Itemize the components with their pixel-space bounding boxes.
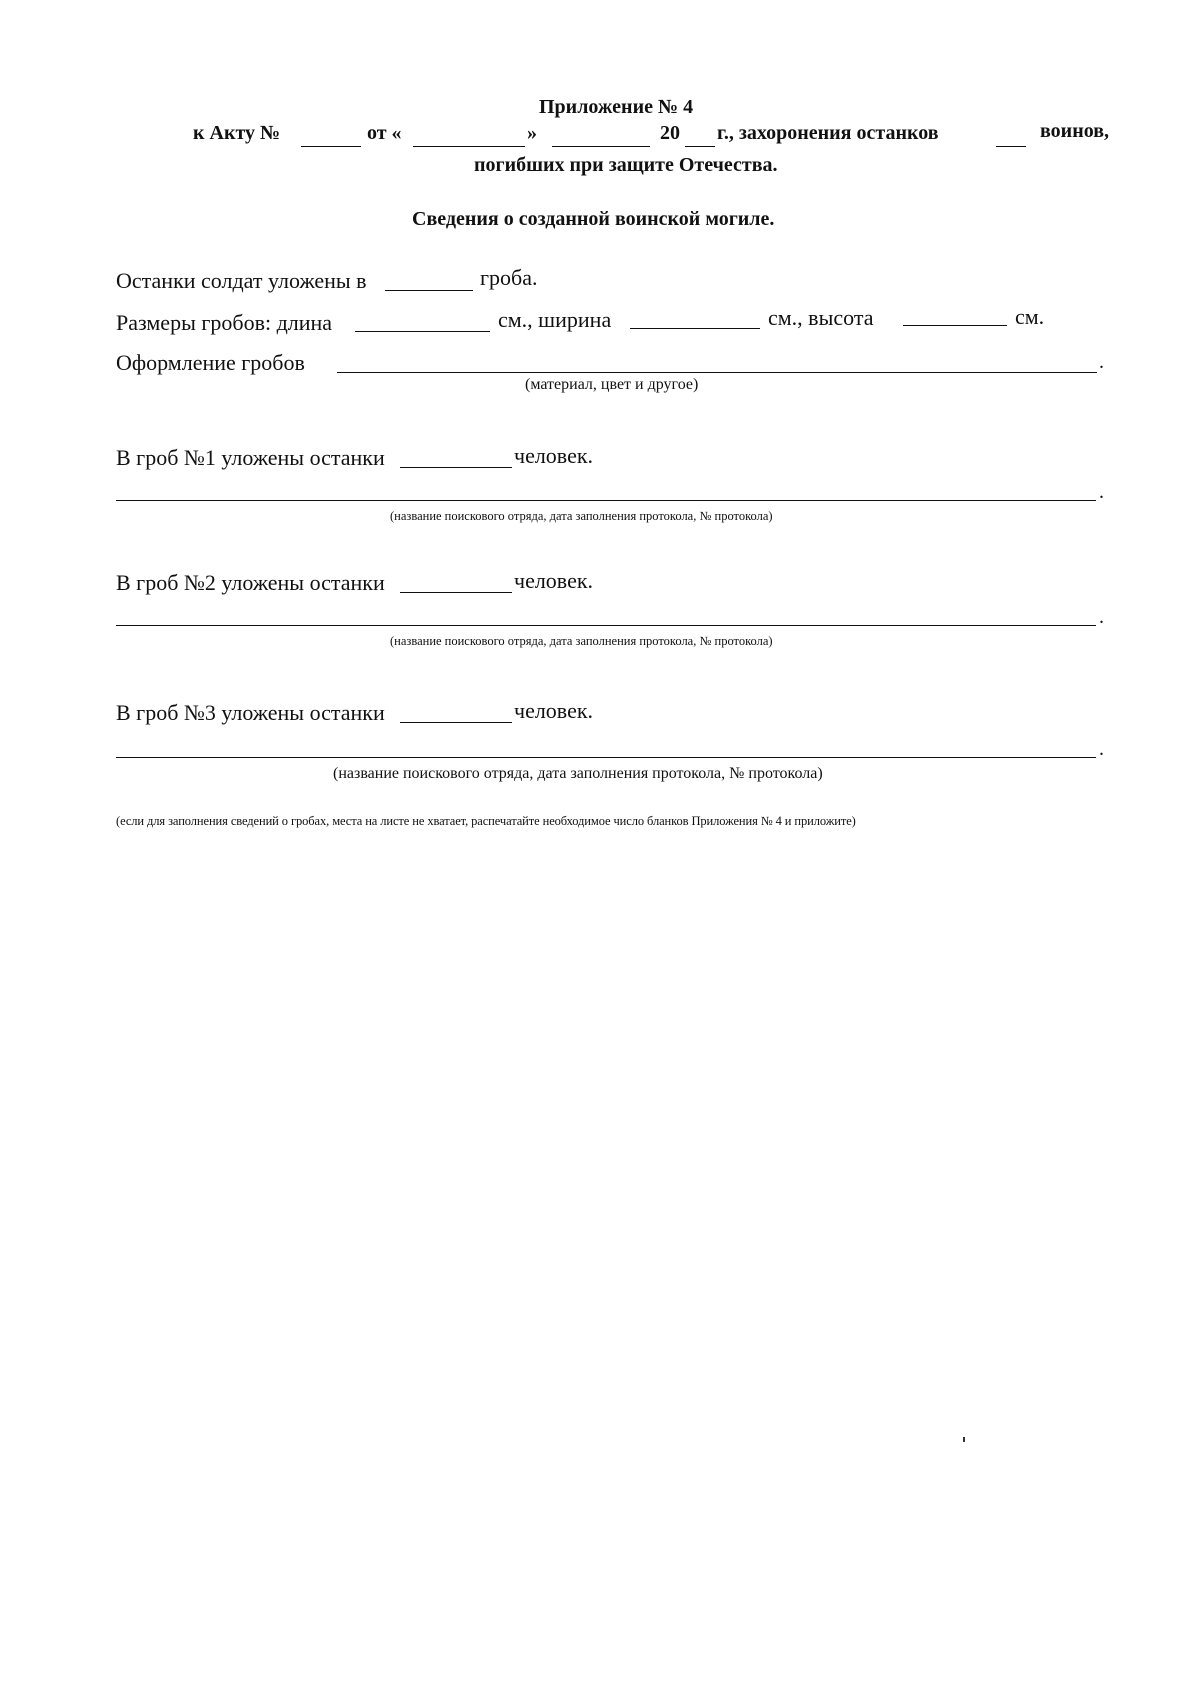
year-field[interactable]	[685, 146, 715, 147]
length-field[interactable]	[355, 331, 490, 332]
act-number-field[interactable]	[301, 146, 361, 147]
decor-field[interactable]	[337, 372, 1097, 373]
month-field[interactable]	[552, 146, 650, 147]
decor-dot: .	[1099, 351, 1104, 373]
appendix-title: Приложение № 4	[539, 96, 694, 118]
coffin-1-suffix: человек.	[514, 443, 594, 468]
scan-speck	[963, 1437, 965, 1442]
coffin-1-label: В гроб №1 уложены останки	[116, 445, 385, 470]
footnote: (если для заполнения сведений о гробах, места на листе не хватает, распечатайте необходимое число бланков Приложения № 4 и приложите)	[116, 814, 856, 828]
coffin-1-dot: .	[1099, 481, 1104, 503]
burial-text: г., захоронения останков	[717, 122, 939, 144]
decor-label: Оформление гробов	[116, 350, 305, 375]
coffin-2-count-field[interactable]	[400, 592, 512, 593]
from-label: от «	[367, 122, 402, 144]
width-label: см., ширина	[498, 307, 612, 332]
coffin-3-label: В гроб №3 уложены останки	[116, 700, 385, 725]
day-field[interactable]	[413, 146, 525, 147]
height-unit: см.	[1015, 304, 1045, 329]
warriors-label: воинов,	[1040, 120, 1110, 142]
section-title: Сведения о созданной воинской могиле.	[412, 208, 775, 230]
coffin-1-detail-field[interactable]	[116, 500, 1096, 501]
width-field[interactable]	[630, 328, 760, 329]
coffin-2-label: В гроб №2 уложены останки	[116, 570, 385, 595]
warriors-count-field[interactable]	[996, 146, 1026, 147]
length-label: Размеры гробов: длина	[116, 310, 333, 335]
coffins-count-suffix: гроба.	[480, 265, 538, 290]
decor-hint: (материал, цвет и другое)	[525, 376, 699, 393]
header-line-2: погибших при защите Отечества.	[474, 154, 778, 176]
coffin-1-count-field[interactable]	[400, 467, 512, 468]
coffin-3-suffix: человек.	[514, 698, 594, 723]
coffin-2-suffix: человек.	[514, 568, 594, 593]
year-prefix: 20	[660, 122, 680, 144]
coffin-1-hint: (название поискового отряда, дата заполнения протокола, № протокола)	[390, 509, 773, 523]
coffin-2-dot: .	[1099, 606, 1104, 628]
act-prefix: к Акту №	[193, 122, 281, 144]
coffin-2-hint: (название поискового отряда, дата заполнения протокола, № протокола)	[390, 634, 773, 648]
coffins-count-field[interactable]	[385, 290, 473, 291]
coffin-2-detail-field[interactable]	[116, 625, 1096, 626]
coffin-3-detail-field[interactable]	[116, 757, 1096, 758]
height-field[interactable]	[903, 325, 1007, 326]
coffin-3-dot: .	[1099, 738, 1104, 760]
coffin-3-hint: (название поискового отряда, дата заполнения протокола, № протокола)	[333, 765, 823, 782]
height-label: см., высота	[768, 305, 874, 330]
close-quote: »	[527, 122, 537, 144]
coffin-3-count-field[interactable]	[400, 722, 512, 723]
coffins-count-label: Останки солдат уложены в	[116, 268, 367, 293]
